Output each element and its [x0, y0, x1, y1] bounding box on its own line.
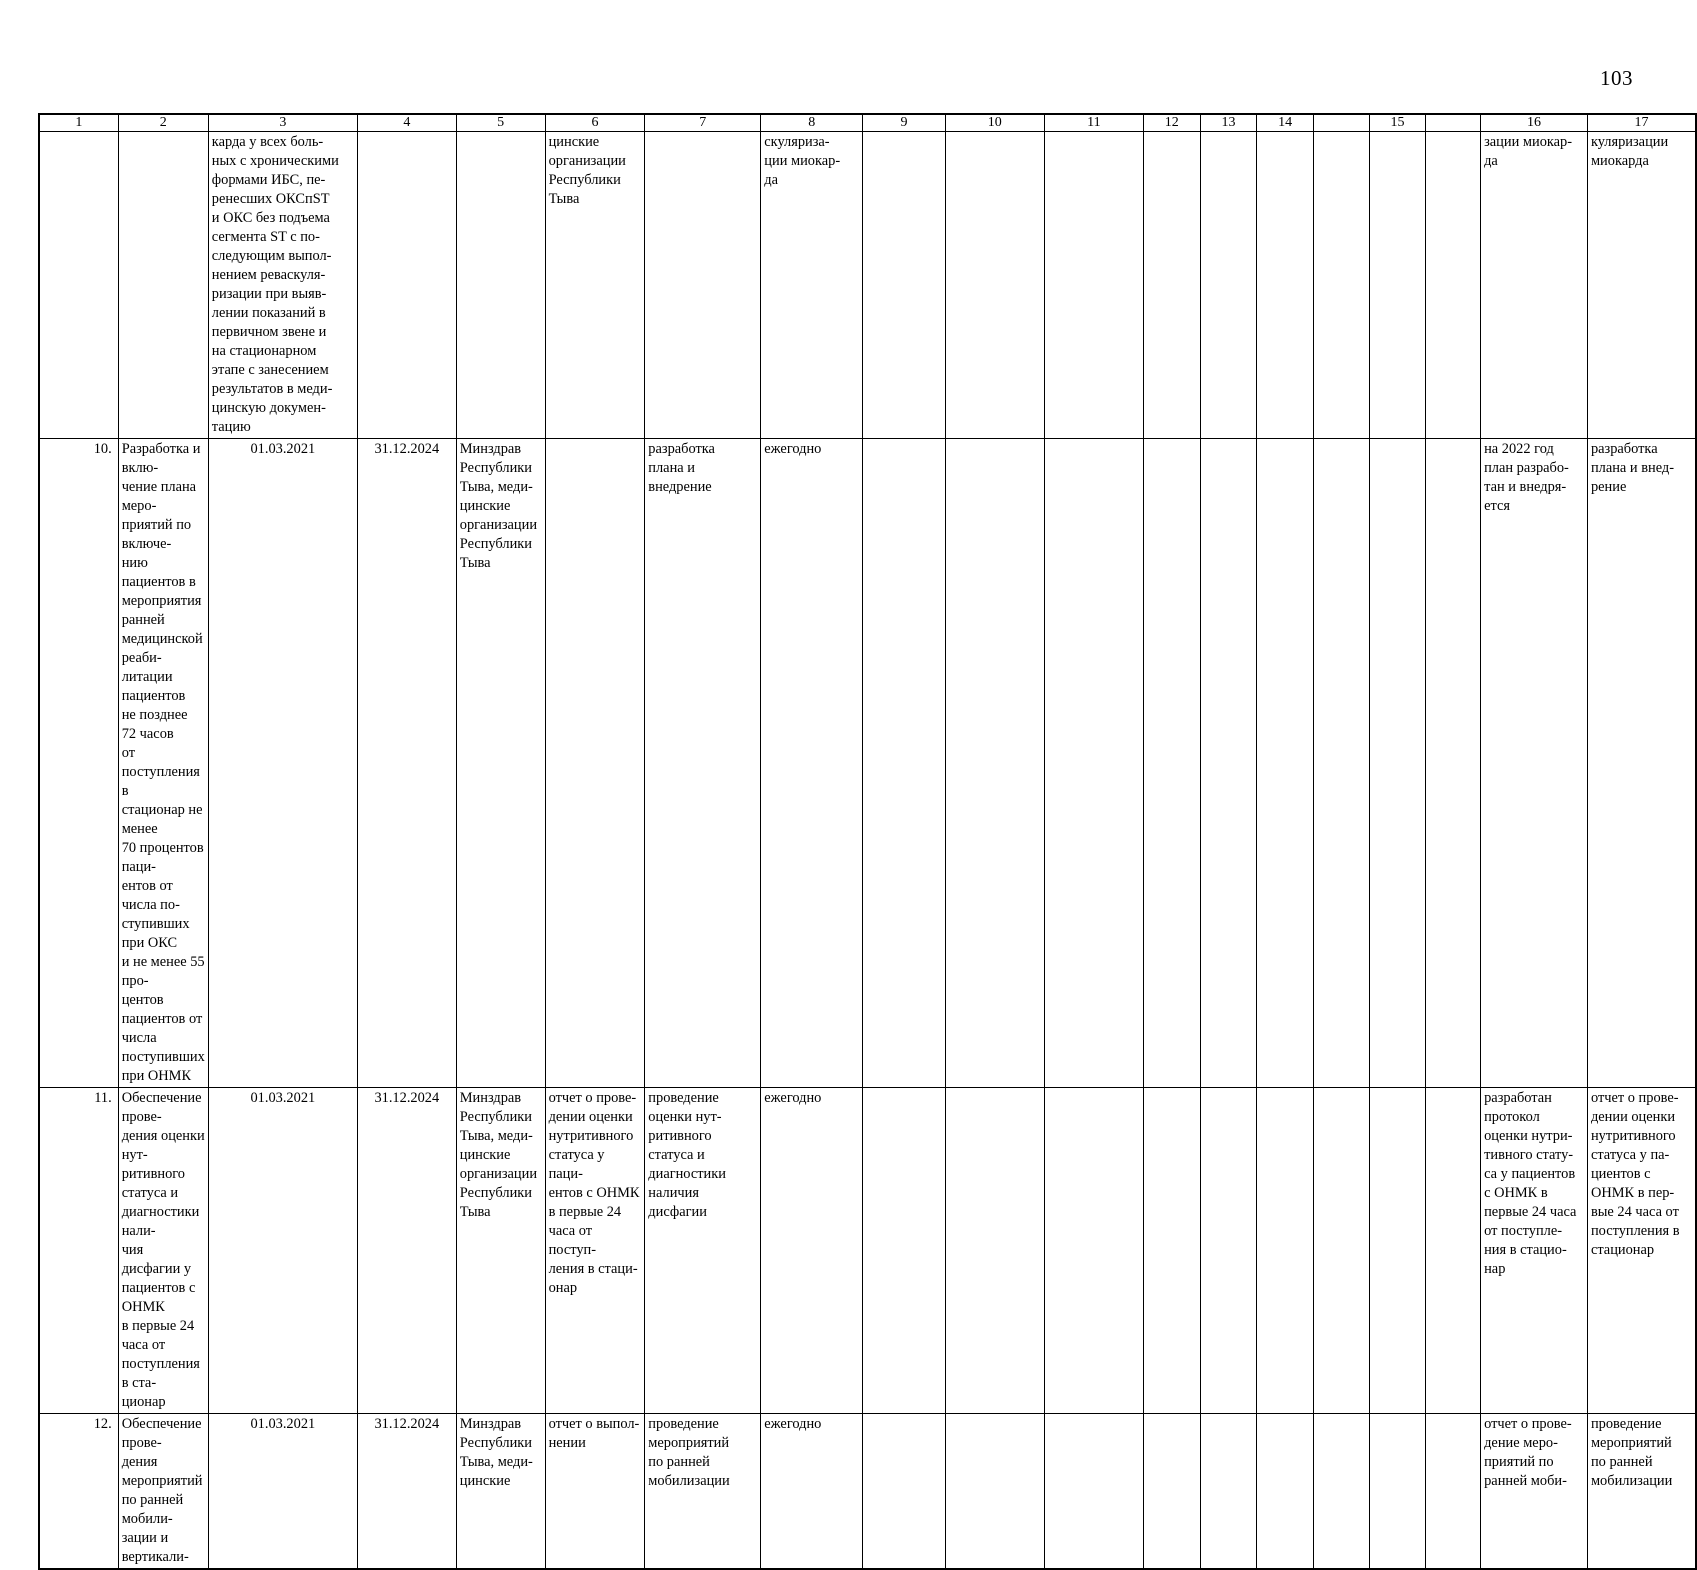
table-row — [39, 439, 1696, 1088]
column-number: 12 — [1143, 114, 1200, 132]
table-cell — [1313, 1088, 1369, 1414]
table-cell — [1044, 1414, 1143, 1570]
table-cell: Минздрав Республики Тыва, меди- цинские организации Республики Тыва — [456, 439, 545, 1088]
column-number: 6 — [545, 114, 645, 132]
table-row — [39, 132, 1696, 439]
table-cell — [1257, 439, 1314, 1088]
table-cell: ежегодно — [761, 439, 863, 1088]
table-cell — [1044, 1088, 1143, 1414]
table-cell — [1143, 132, 1200, 439]
table-cell: разработка плана и внедрение — [645, 439, 761, 1088]
table-cell: Обеспечение прове- дения мероприятий по ранней мобили- зации и вертикали- — [118, 1414, 208, 1570]
table-cell — [1200, 132, 1257, 439]
column-number: 9 — [863, 114, 945, 132]
column-number: 11 — [1044, 114, 1143, 132]
column-number-row — [39, 114, 1696, 132]
column-number: 15 — [1370, 114, 1426, 132]
table-cell: 01.03.2021 — [208, 1414, 357, 1570]
table-cell — [945, 1414, 1044, 1570]
table-cell: ежегодно — [761, 1088, 863, 1414]
table-cell: карда у всех боль- ных с хроническими формами ИБС, пе- ренесших ОКСпST и ОКС без подъема сегмента ST с по- следующим выпол- нением реваскуля- ризации при выяв- лении показаний в первичном звене и на стационарном этапе с занесением результатов в меди- цинскую докумен- тацию — [208, 132, 357, 439]
table-cell: куляризации миокарда — [1587, 132, 1696, 439]
table-cell — [863, 439, 945, 1088]
table-cell — [1425, 1088, 1480, 1414]
table-cell — [945, 1088, 1044, 1414]
table-cell: проведение мероприятий по ранней мобилизации — [645, 1414, 761, 1570]
column-number — [1425, 114, 1480, 132]
column-number: 10 — [945, 114, 1044, 132]
table-cell — [1257, 1088, 1314, 1414]
table-cell: зации миокар- да — [1481, 132, 1588, 439]
table-cell — [1425, 439, 1480, 1088]
table-cell — [357, 132, 456, 439]
table-cell — [1257, 132, 1314, 439]
table-cell: проведение мероприятий по ранней мобилизации — [1587, 1414, 1696, 1570]
table-cell — [1370, 439, 1426, 1088]
column-number: 17 — [1587, 114, 1696, 132]
table-cell: отчет о прове- дении оценки нутритивного статуса у паци- ентов с ОНМК в первые 24 часа от поступ- ления в стаци- онар — [545, 1088, 645, 1414]
column-number: 14 — [1257, 114, 1314, 132]
table-cell — [1370, 132, 1426, 439]
table-cell — [118, 132, 208, 439]
table-cell — [1313, 132, 1369, 439]
table-cell — [1257, 1414, 1314, 1570]
column-number: 7 — [645, 114, 761, 132]
table-cell — [645, 132, 761, 439]
table-cell: отчет о выпол- нении — [545, 1414, 645, 1570]
table-cell — [456, 132, 545, 439]
table-cell: скуляриза- ции миокар- да — [761, 132, 863, 439]
table-cell: 01.03.2021 — [208, 1088, 357, 1414]
table-cell: Минздрав Республики Тыва, меди- цинские — [456, 1414, 545, 1570]
table-cell: проведение оценки нут- ритивного статуса и диагностики наличия дисфагии — [645, 1088, 761, 1414]
table-cell — [1425, 132, 1480, 439]
table-cell: отчет о прове- дении оценки нутритивного статуса у па- циентов с ОНМК в пер- вые 24 часа от поступления в стационар — [1587, 1088, 1696, 1414]
table-cell: 31.12.2024 — [357, 1414, 456, 1570]
table-cell: Обеспечение прове- дения оценки нут- ритивного статуса и диагностики нали- чия дисфагии у пациентов с ОНМК в первые 24 часа от поступления в ста- ционар — [118, 1088, 208, 1414]
column-number: 4 — [357, 114, 456, 132]
table-cell: Разработка и вклю- чение плана меро- приятий по включе- нию пациентов в мероприятия ранней медицинской реаби- литации пациентов не позднее 72 часов от поступления в стационар не менее 70 процентов паци- ентов от числа по- ступивших при ОКС и не менее 55 про- центов пациентов от числа поступивших при ОНМК — [118, 439, 208, 1088]
table-cell — [1200, 1088, 1257, 1414]
table-cell — [1143, 439, 1200, 1088]
table-cell — [945, 132, 1044, 439]
table-cell: отчет о прове- дение меро- приятий по ранней моби- — [1481, 1414, 1588, 1570]
table-cell — [1313, 1414, 1369, 1570]
table-cell — [1370, 1088, 1426, 1414]
table-cell — [39, 132, 118, 439]
column-number: 2 — [118, 114, 208, 132]
table-cell — [1044, 132, 1143, 439]
table-cell: на 2022 год план разрабо- тан и внедря- ется — [1481, 439, 1588, 1088]
column-number: 1 — [39, 114, 118, 132]
table-cell — [1370, 1414, 1426, 1570]
page-number: 103 — [1600, 66, 1633, 90]
column-number: 16 — [1481, 114, 1588, 132]
table-cell — [1313, 439, 1369, 1088]
table-cell: разработан протокол оценки нутри- тивного стату- са у пациентов с ОНМК в первые 24 часа от поступле- ния в стацио- нар — [1481, 1088, 1588, 1414]
column-number: 5 — [456, 114, 545, 132]
table-cell — [945, 439, 1044, 1088]
table-cell — [1143, 1414, 1200, 1570]
column-number: 8 — [761, 114, 863, 132]
column-number — [1313, 114, 1369, 132]
table-cell — [1143, 1088, 1200, 1414]
column-number: 3 — [208, 114, 357, 132]
table-cell — [863, 132, 945, 439]
table-cell: 11. — [39, 1088, 118, 1414]
table-cell: Минздрав Республики Тыва, меди- цинские организации Республики Тыва — [456, 1088, 545, 1414]
table-cell: 31.12.2024 — [357, 1088, 456, 1414]
table-cell — [863, 1414, 945, 1570]
table-cell: 12. — [39, 1414, 118, 1570]
column-number: 13 — [1200, 114, 1257, 132]
table-cell: 01.03.2021 — [208, 439, 357, 1088]
table-cell — [863, 1088, 945, 1414]
table-row — [39, 1088, 1696, 1414]
table-cell: 10. — [39, 439, 118, 1088]
table-cell — [1200, 1414, 1257, 1570]
plan-table — [38, 113, 1697, 1570]
table-cell: 31.12.2024 — [357, 439, 456, 1088]
table-cell — [1044, 439, 1143, 1088]
table-cell — [1425, 1414, 1480, 1570]
table-row — [39, 1414, 1696, 1570]
table-cell: разработка плана и внед- рение — [1587, 439, 1696, 1088]
table-cell — [545, 439, 645, 1088]
table-cell — [1200, 439, 1257, 1088]
table-cell: ежегодно — [761, 1414, 863, 1570]
table-cell: цинские организации Республики Тыва — [545, 132, 645, 439]
